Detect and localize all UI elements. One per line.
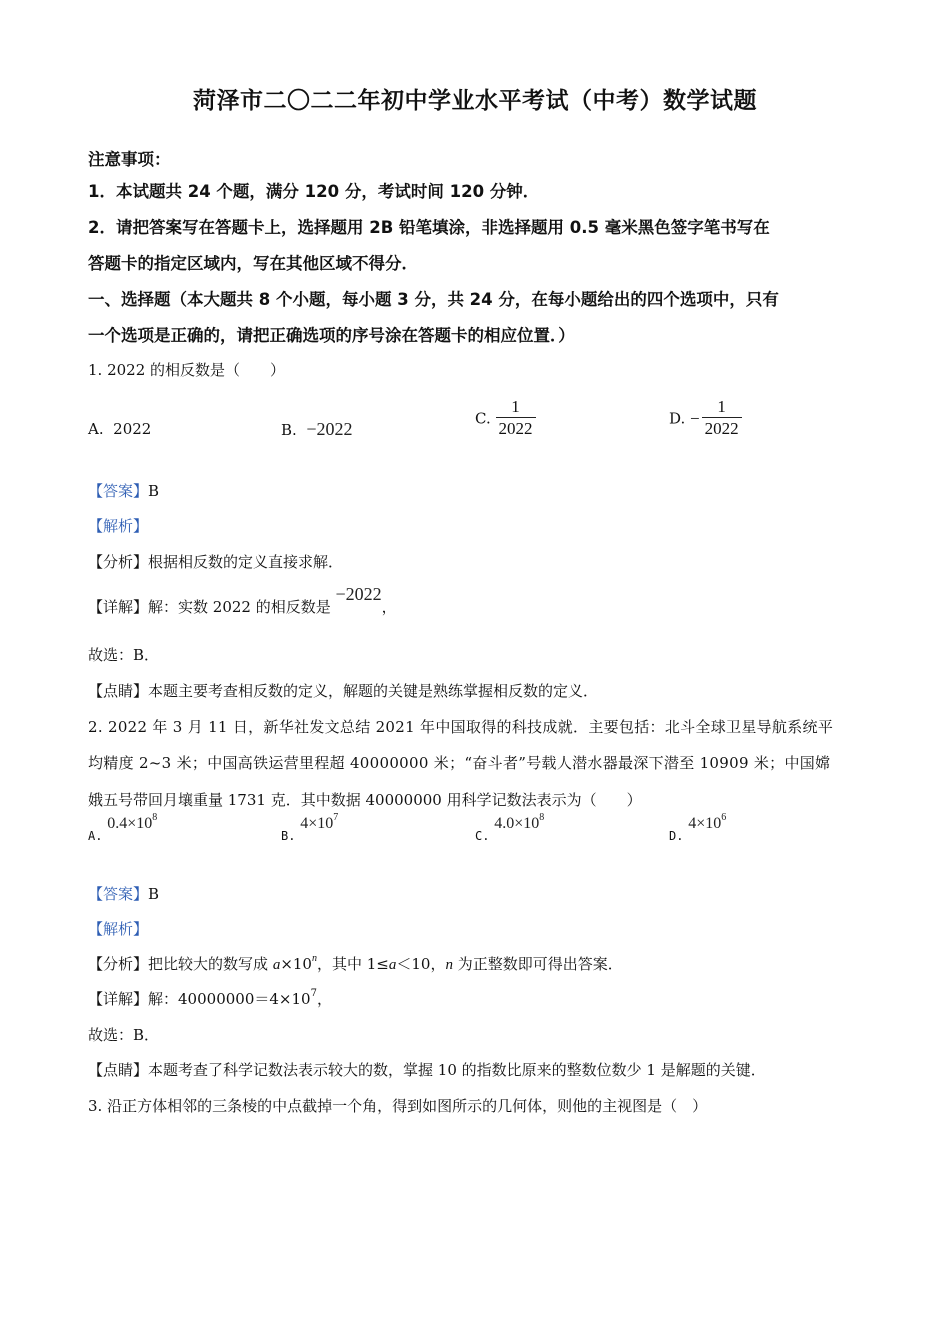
q1-option-d-sign: − bbox=[690, 408, 700, 428]
q1-option-b-value: −2022 bbox=[306, 419, 353, 439]
q1-analysis-tag: 【解析】 bbox=[88, 517, 149, 535]
q2-comment-text: 本题考查了科学记数法表示较大的数，掌握 10 的指数比原来的整数位数少 1 是解题的关键． bbox=[148, 1061, 766, 1079]
q2-detail-tag: 【详解】 bbox=[88, 990, 149, 1008]
q1-fenxi-tag: 【分析】 bbox=[88, 553, 149, 571]
q3-stem: 3. 沿正方体相邻的三条棱的中点截掉一个角，得到如图所示的几何体，则他的主视图是（ ） bbox=[88, 1097, 708, 1115]
q1-option-d bbox=[669, 397, 742, 440]
q1-option-d-label: D. bbox=[669, 409, 686, 428]
q2-option-b-label: B. bbox=[281, 829, 296, 843]
q1-detail-tag: 【详解】 bbox=[88, 598, 149, 616]
q1-answer bbox=[88, 480, 159, 501]
q1-option-d-denominator: 2022 bbox=[702, 417, 742, 440]
q2-answer-tag: 【答案】 bbox=[88, 885, 149, 903]
q1-answer-tag: 【答案】 bbox=[88, 482, 149, 500]
q1-comment-text: 本题主要考查相反数的定义，解题的关键是熟练掌握相反数的定义． bbox=[148, 682, 599, 700]
q2-option-d-base: 4×10 bbox=[688, 815, 722, 832]
q2-fenxi-times: ×10 bbox=[280, 955, 312, 973]
q2-detail-end: ， bbox=[316, 990, 332, 1008]
q2-fenxi-text-c: ＜10， bbox=[396, 955, 446, 973]
page-title: 菏泽市二〇二二年初中学业水平考试（中考）数学试题 bbox=[193, 88, 757, 114]
notice-item-1: 1．本试题共 24 个题，满分 120 分，考试时间 120 分钟． bbox=[88, 182, 540, 201]
q2-detail-text: 解：40000000＝4×10 bbox=[148, 990, 311, 1008]
q2-answer-value: B bbox=[148, 885, 160, 903]
q2-stem-line-1: 2. 2022 年 3 月 11 日，新华社发文总结 2021 年中国取得的科技成就．主要包括：北斗全球卫星导航系统平 bbox=[88, 718, 834, 736]
q2-fenxi-tag: 【分析】 bbox=[88, 955, 149, 973]
q2-fenxi-var-n: n bbox=[445, 957, 453, 973]
q2-option-d-exponent: 6 bbox=[721, 812, 727, 823]
q1-detail bbox=[88, 584, 397, 617]
q1-answer-value: B bbox=[148, 482, 160, 500]
q2-stem-line-2: 均精度 2~3 米；中国高铁运营里程超 40000000 米；“奋斗者”号载人潜水器最深下潜至 10909 米；中国嫦 bbox=[88, 754, 831, 772]
q2-option-a-base: 0.4×10 bbox=[107, 815, 153, 832]
q2-fenxi-text-a: 把比较大的数写成 bbox=[148, 955, 269, 973]
q1-option-a-value: 2022 bbox=[113, 420, 152, 438]
q2-fenxi-exp-n: n bbox=[311, 953, 317, 964]
notice-heading: 注意事项： bbox=[88, 150, 171, 169]
q1-option-b-label: B. bbox=[281, 421, 297, 439]
q1-conclusion: 故选：B． bbox=[88, 646, 160, 664]
q2-conclusion: 故选：B． bbox=[88, 1026, 160, 1044]
q1-fenxi-text: 根据相反数的定义直接求解． bbox=[148, 553, 344, 571]
q2-option-d-label: D. bbox=[669, 829, 684, 843]
q1-comment bbox=[88, 680, 598, 701]
q2-option-b-base: 4×10 bbox=[300, 815, 334, 832]
q1-stem: 1. 2022 的相反数是（ ） bbox=[88, 361, 286, 379]
q1-fenxi bbox=[88, 551, 343, 572]
q1-option-a-label: A. bbox=[88, 420, 104, 438]
q1-option-d-numerator: 1 bbox=[717, 397, 726, 416]
q1-option-c-fraction bbox=[496, 397, 536, 440]
q2-option-a-exponent: 8 bbox=[152, 812, 158, 823]
q2-fenxi-text-d: 为正整数即可得出答案． bbox=[452, 955, 623, 973]
q1-option-c-label: C. bbox=[475, 409, 491, 428]
notice-item-2-line-2: 答题卡的指定区域内，写在其他区域不得分． bbox=[88, 254, 418, 273]
q1-detail-text: 解：实数 2022 的相反数是 bbox=[148, 598, 331, 616]
q2-option-a-value bbox=[107, 812, 158, 832]
q1-detail-math: −2022 bbox=[335, 584, 382, 604]
q2-option-b-exponent: 7 bbox=[333, 812, 339, 823]
section-1-heading-line-1: 一、选择题（本大题共 8 个小题，每小题 3 分，共 24 分，在每小题给出的四个选项中，只有 bbox=[88, 290, 779, 309]
q1-option-c bbox=[475, 397, 536, 440]
q2-fenxi bbox=[88, 953, 623, 974]
q2-detail-exponent: 7 bbox=[310, 988, 317, 999]
notice-item-2-line-1: 2．请把答案写在答题卡上，选择题用 2B 铅笔填涂，非选择题用 0.5 毫米黑色签字笔书写在 bbox=[88, 218, 770, 237]
q1-option-c-numerator: 1 bbox=[511, 397, 520, 416]
section-1-heading-line-2: 一个选项是正确的，请把正确选项的序号涂在答题卡的相应位置．） bbox=[88, 326, 575, 345]
q2-detail bbox=[88, 988, 332, 1009]
q1-option-c-denominator: 2022 bbox=[496, 417, 536, 440]
q1-option-b bbox=[281, 419, 353, 440]
q2-option-c-value bbox=[494, 812, 545, 832]
q2-answer bbox=[88, 883, 159, 904]
q2-comment-tag: 【点睛】 bbox=[88, 1061, 149, 1079]
q2-fenxi-var-a: a bbox=[272, 957, 281, 973]
q1-detail-end: ， bbox=[381, 598, 397, 616]
q2-stem-line-3: 娥五号带回月壤重量 1731 克．其中数据 40000000 用科学记数法表示为（ ） bbox=[88, 791, 642, 809]
q2-fenxi-text-b: ，其中 1≤ bbox=[316, 955, 389, 973]
q2-analysis-tag: 【解析】 bbox=[88, 920, 149, 938]
q2-comment bbox=[88, 1059, 766, 1080]
q2-option-d-value bbox=[688, 812, 727, 832]
q1-comment-tag: 【点睛】 bbox=[88, 682, 149, 700]
q2-option-a-label: A. bbox=[88, 829, 103, 843]
q2-option-c-exponent: 8 bbox=[539, 812, 545, 823]
q2-option-c-base: 4.0×10 bbox=[494, 815, 540, 832]
q1-option-d-fraction bbox=[702, 397, 742, 440]
q2-fenxi-var-a2: a bbox=[388, 957, 397, 973]
q2-option-c-label: C. bbox=[475, 829, 490, 843]
q2-option-b-value bbox=[300, 812, 339, 832]
q1-option-a bbox=[88, 420, 151, 438]
